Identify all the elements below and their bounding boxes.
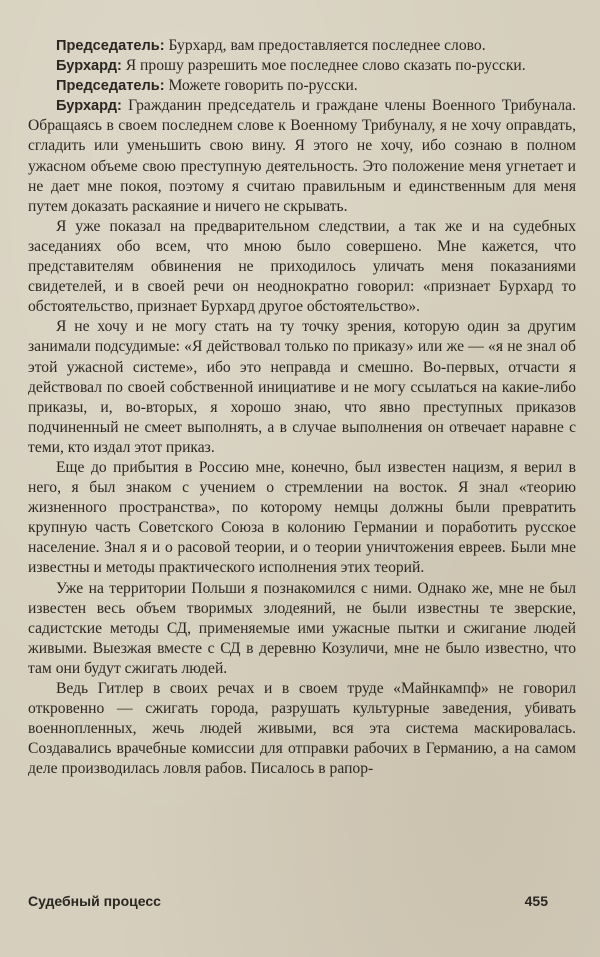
paragraph-3 <box>28 76 576 96</box>
paragraph-text: Я уже показал на предварительном следствии, а так же и на судебных заседаниях обо всем, что мною было совершено. Мне кажется, что представителям обвинения не приходилось уличать меня показаниями свидетелей, и в своей речи он неоднократно говорил: «признает Бурхард то обстоятельство, признает Бурхард другое обстоятельство». <box>28 217 576 316</box>
paragraph-text: Уже на территории Польши я познакомился с ними. Однако же, мне не был известен весь объем творимых злодеяний, не были известны те зверские, садистские методы СД, применяемые ими ужасные пытки и сжигание людей живыми. Выезжая вместе с СД в деревню Козуличи, мне не было известно, что там они будут сжигать людей. <box>28 579 576 677</box>
running-title: Судебный процесс <box>28 893 161 909</box>
paragraph-9 <box>28 679 576 779</box>
paragraph-text: Еще до прибытия в Россию мне, конечно, был известен нацизм, я верил в него, я был знаком с учением о стремлении на восток. Я знал «теорию жизненного пространства», по которому немцы должны были превратить крупную часть Советского Союза в колонию Германии и поработить русское население. Знал я и о расовой теории, и о теории уничтожения евреев. Были мне известны и методы практического исполнения этих теорий. <box>28 458 576 577</box>
paragraph-text: Можете говорить по-русски. <box>164 77 358 95</box>
paragraph-text: Я не хочу и не могу стать на ту точку зрения, которую один за другим занимали подсудимые: «Я действовал только по приказу» или же — «я не знал об этой ужасной системе», ибо это неправда и смешно. Во-первых, отчасти я действовал по своей собственной инициативе и не могу ссылаться на какие-либо приказы, и, во-вторых, я хорошо знаю, что явно преступных приказов подчиненный не смеет выполнять, а в случае выполнения он отвечает наравне с теми, кто издал этот приказ. <box>28 318 576 456</box>
paragraph-6 <box>28 317 576 458</box>
paragraph-text: Бурхард, вам предоставляется последнее слово. <box>164 37 486 54</box>
paragraph-4 <box>28 96 576 217</box>
paragraph-1 <box>28 36 576 56</box>
paragraph-text: Гражданин председатель и граждане члены Военного Трибунала. Обращаясь в своем последнем слове к Военному Трибуналу, я не хочу оправдать, сгладить или уменьшить свою вину. Я этого не хочу, ибо сознаю в полном ужасном объеме свою преступную деятельность. Это положение меня угнетает и не дает мне покоя, поэтому я считаю правильным и единственным для меня путем доказать раскаяние и ничего не скрывать. <box>28 97 576 215</box>
speaker-label: Бурхард: <box>56 58 122 75</box>
body-text <box>28 36 576 779</box>
paragraph-7 <box>28 458 576 579</box>
speaker-label: Председатель: <box>56 38 165 54</box>
paragraph-text: Я прошу разрешить мое последнее слово сказать по-русски. <box>121 57 526 75</box>
speaker-label: Председатель: <box>56 78 165 95</box>
paragraph-5 <box>28 217 576 317</box>
speaker-label: Бурхард: <box>56 98 122 115</box>
page-number: 455 <box>524 893 548 909</box>
paragraph-text: Ведь Гитлер в своих речах и в своем труде «Майнкампф» не говорил откровенно — сжигать города, разрушать культурные заведения, убивать военнопленных, жечь людей живыми, вся эта система маскировалась. Создавались врачебные комиссии для отправки рабочих в Германию, а на самом деле производилась ловля рабов. Писалось в рапор- <box>28 680 576 778</box>
paragraph-2 <box>28 56 576 76</box>
paragraph-8 <box>28 579 576 679</box>
